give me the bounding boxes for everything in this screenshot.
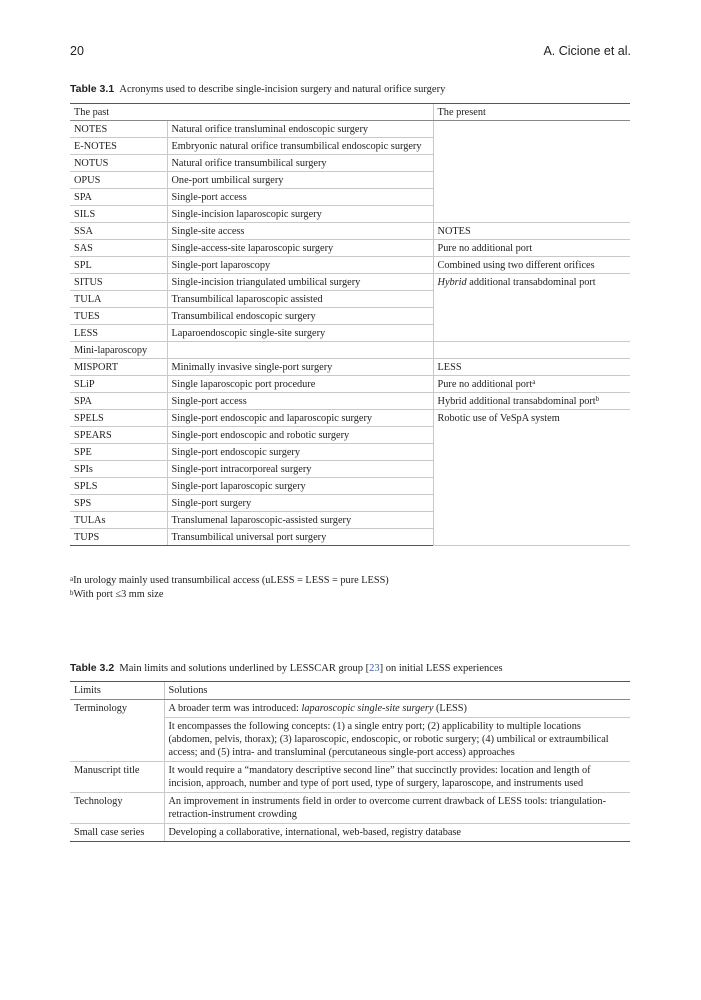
col-header-present: The present bbox=[433, 104, 630, 121]
present-cell-empty bbox=[433, 121, 630, 223]
limit-cell: Manuscript title bbox=[70, 762, 164, 793]
table2-caption bbox=[70, 662, 503, 674]
present-combined: Combined using two different orifices bbox=[433, 257, 630, 274]
definition-cell: Single-port laparoscopic surgery bbox=[167, 478, 433, 495]
definition-cell: Minimally invasive single-port surgery bbox=[167, 359, 433, 376]
table-row bbox=[70, 121, 630, 138]
limit-cell: Terminology bbox=[70, 700, 164, 762]
page-header bbox=[70, 44, 631, 60]
definition-cell: Single-port intracorporeal surgery bbox=[167, 461, 433, 478]
table-row bbox=[70, 257, 630, 274]
definition-cell: Single-port surgery bbox=[167, 495, 433, 512]
col-header-solutions: Solutions bbox=[164, 682, 630, 700]
acronym-cell: NOTES bbox=[70, 121, 167, 138]
definition-cell: Transumbilical endoscopic surgery bbox=[167, 308, 433, 325]
solution-cell: Developing a collaborative, international, web-based, registry database bbox=[164, 824, 630, 842]
table-header-row bbox=[70, 104, 630, 121]
acronym-cell: SPEARS bbox=[70, 427, 167, 444]
acronym-cell: SLiP bbox=[70, 376, 167, 393]
table-row bbox=[70, 240, 630, 257]
pure-text: Pure no additional port bbox=[437, 379, 533, 390]
acronym-cell: SPA bbox=[70, 393, 167, 410]
solution-cell: It encompasses the following concepts: (1) a single entry port; (2) applicability to multiple locations (abdomen, pelvis, thorax); (3) laparoscopic, endoscopic, or robotic surgery; (4) umbilical or extraumbilical access; and (5) intra- and transluminal (percutaneous single-port access) approaches bbox=[164, 718, 630, 762]
acronym-cell: Mini-laparoscopy bbox=[70, 342, 167, 359]
caption-pre: Main limits and solutions underlined by LESSCAR group [ bbox=[119, 663, 370, 674]
acronym-cell: SPE bbox=[70, 444, 167, 461]
footnote-b-text: With port ≤3 mm size bbox=[73, 589, 164, 600]
definition-cell: Single-incision laparoscopic surgery bbox=[167, 206, 433, 223]
present-hybrid bbox=[433, 274, 630, 342]
table2-label: Table 3.2 bbox=[70, 662, 115, 674]
definition-cell: Single-site access bbox=[167, 223, 433, 240]
limit-cell: Technology bbox=[70, 793, 164, 824]
present-notes: NOTES bbox=[433, 223, 630, 240]
definition-cell bbox=[167, 342, 433, 359]
table-row bbox=[70, 762, 630, 793]
col-header-past: The past bbox=[70, 104, 433, 121]
caption-post: ] on initial LESS experiences bbox=[379, 663, 503, 674]
hybrid2-text: Hybrid additional transabdominal port bbox=[437, 396, 596, 407]
table-row bbox=[70, 793, 630, 824]
table-row bbox=[70, 410, 630, 427]
footnote-b bbox=[70, 588, 389, 602]
acronym-cell: SPIs bbox=[70, 461, 167, 478]
acronyms-table bbox=[70, 103, 630, 546]
hybrid-rest: additional transabdominal port bbox=[466, 277, 596, 288]
solution-cell bbox=[164, 700, 630, 718]
footnote-a-mark: a bbox=[70, 575, 74, 583]
page-number: 20 bbox=[70, 44, 84, 58]
acronym-cell: NOTUS bbox=[70, 155, 167, 172]
table1-caption-text: Acronyms used to describe single-incision surgery and natural orifice surgery bbox=[119, 84, 446, 95]
solution-cell: It would require a “mandatory descriptive second line” that succinctly provides: location and length of incision, approach, number and type of port used, type of surgery, laparoscope, and instruments used bbox=[164, 762, 630, 793]
acronym-cell: TULAs bbox=[70, 512, 167, 529]
acronym-cell: LESS bbox=[70, 325, 167, 342]
acronym-cell: SPL bbox=[70, 257, 167, 274]
footnote-marker-a: a bbox=[532, 378, 536, 386]
present-robotic: Robotic use of VeSpA system bbox=[433, 410, 630, 546]
acronym-cell: OPUS bbox=[70, 172, 167, 189]
present-pure: Pure no additional port bbox=[433, 240, 630, 257]
acronym-cell: TULA bbox=[70, 291, 167, 308]
acronym-cell: TUPS bbox=[70, 529, 167, 546]
present-cell-empty bbox=[433, 342, 630, 359]
definition-cell: Translumenal laparoscopic-assisted surgery bbox=[167, 512, 433, 529]
present-hybrid-2 bbox=[433, 393, 630, 410]
table-row bbox=[70, 393, 630, 410]
acronym-cell: SPELS bbox=[70, 410, 167, 427]
definition-cell: Natural orifice transluminal endoscopic surgery bbox=[167, 121, 433, 138]
table1-footnotes bbox=[70, 574, 389, 602]
definition-cell: Transumbilical laparoscopic assisted bbox=[167, 291, 433, 308]
definition-cell: Transumbilical universal port surgery bbox=[167, 529, 433, 546]
table-row bbox=[70, 376, 630, 393]
limits-table bbox=[70, 681, 630, 842]
acronym-cell: SPA bbox=[70, 189, 167, 206]
acronym-cell: SPLS bbox=[70, 478, 167, 495]
acronym-cell: SITUS bbox=[70, 274, 167, 291]
table-row bbox=[70, 824, 630, 842]
col-header-limits: Limits bbox=[70, 682, 164, 700]
acronym-cell: SILS bbox=[70, 206, 167, 223]
table1-caption bbox=[70, 83, 445, 95]
definition-cell: Single laparoscopic port procedure bbox=[167, 376, 433, 393]
definition-cell: Single-port access bbox=[167, 189, 433, 206]
acronym-cell: SSA bbox=[70, 223, 167, 240]
sol-italic: laparoscopic single-site surgery bbox=[301, 703, 434, 714]
definition-cell: Natural orifice transumbilical surgery bbox=[167, 155, 433, 172]
running-author: A. Cicione et al. bbox=[543, 44, 631, 58]
solution-cell: An improvement in instruments field in order to overcome current drawback of LESS tools: triangulation-retraction-instrument crowding bbox=[164, 793, 630, 824]
definition-cell: Single-port access bbox=[167, 393, 433, 410]
table1-label: Table 3.1 bbox=[70, 83, 115, 95]
footnote-a-text: In urology mainly used transumbilical access (uLESS = LESS = pure LESS) bbox=[73, 575, 389, 586]
acronym-cell: SPS bbox=[70, 495, 167, 512]
table-header-row bbox=[70, 682, 630, 700]
acronym-cell: SAS bbox=[70, 240, 167, 257]
present-less: LESS bbox=[433, 359, 630, 376]
limit-cell: Small case series bbox=[70, 824, 164, 842]
definition-cell: Single-port endoscopic and laparoscopic surgery bbox=[167, 410, 433, 427]
reference-link[interactable]: 23 bbox=[369, 663, 380, 674]
definition-cell: Single-port endoscopic surgery bbox=[167, 444, 433, 461]
table-row bbox=[70, 342, 630, 359]
footnote-a bbox=[70, 574, 389, 588]
table-row bbox=[70, 700, 630, 718]
definition-cell: Embryonic natural orifice transumbilical endoscopic surgery bbox=[167, 138, 433, 155]
table-row bbox=[70, 359, 630, 376]
definition-cell: Single-access-site laparoscopic surgery bbox=[167, 240, 433, 257]
acronym-cell: TUES bbox=[70, 308, 167, 325]
hybrid-italic: Hybrid bbox=[437, 277, 467, 288]
footnote-b-mark: b bbox=[70, 589, 74, 597]
definition-cell: Single-incision triangulated umbilical surgery bbox=[167, 274, 433, 291]
definition-cell: Single-port endoscopic and robotic surgery bbox=[167, 427, 433, 444]
acronym-cell: MISPORT bbox=[70, 359, 167, 376]
table-row bbox=[70, 274, 630, 291]
definition-cell: Single-port laparoscopy bbox=[167, 257, 433, 274]
table-row bbox=[70, 223, 630, 240]
definition-cell: Laparoendoscopic single-site surgery bbox=[167, 325, 433, 342]
present-pure-2 bbox=[433, 376, 630, 393]
sol-post: (LESS) bbox=[433, 703, 467, 714]
acronym-cell: E-NOTES bbox=[70, 138, 167, 155]
definition-cell: One-port umbilical surgery bbox=[167, 172, 433, 189]
sol-pre: A broader term was introduced: bbox=[168, 703, 302, 714]
footnote-marker-b: b bbox=[595, 395, 600, 403]
